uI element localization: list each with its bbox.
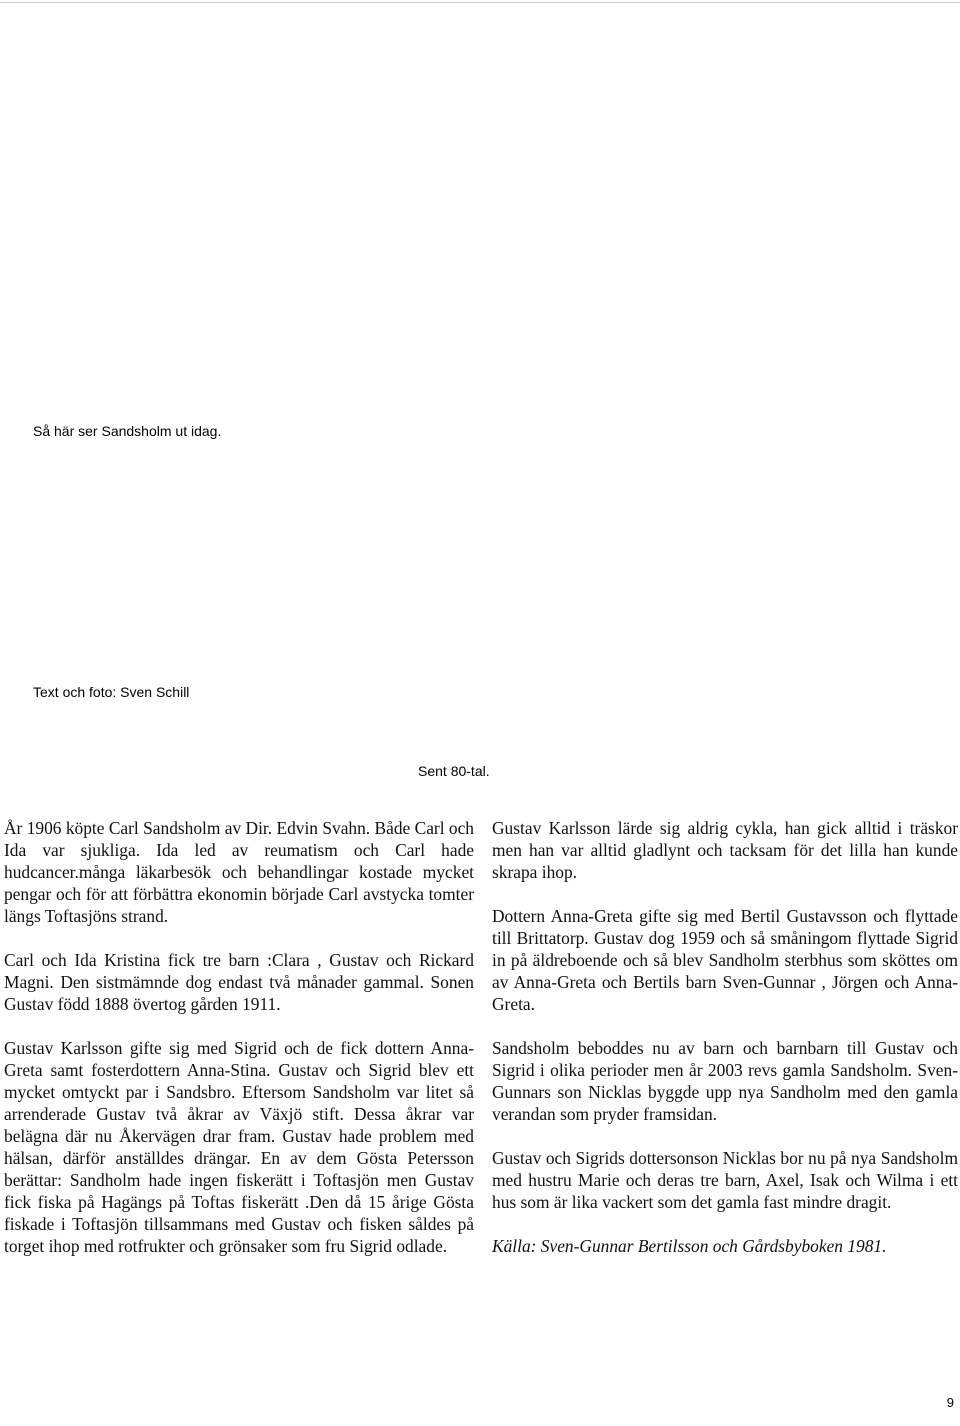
date-note: Sent 80-tal.: [418, 763, 490, 779]
left-text-column: [4, 817, 474, 1279]
source-citation: Källa: Sven-Gunnar Bertilsson och Gårdsbyboken 1981.: [492, 1236, 887, 1256]
paragraph: Gustav Karlsson gifte sig med Sigrid och de fick dottern Anna-Greta samt fosterdottern Anna-Stina. Gustav och Sigrid blev ett mycket omtyckt par i Sandsbro. Eftersom Sandsholm var litet så arrenderade Gustav två åkrar av Växjö stift. Dessa åkrar var belägna där nu Åkervägen drar fram. Gustav hade problem med hälsan, därför anställdes drängar. En av dem Gösta Petersson berättar: Sandholm hade ingen fiskerätt i Toftasjön men Gustav fick fiska på Hagängs på Toftas fiskerätt .Den då 15 årige Gösta fiskade i Toftasjön tillsammans med Gustav och fisken såldes på torget ihop med rotfrukter och grönsaker som fru Sigrid odlade.: [4, 1038, 474, 1256]
right-text-column: [492, 817, 958, 1279]
photo-credit: Text och foto: Sven Schill: [33, 684, 190, 700]
paragraph: Gustav Karlsson lärde sig aldrig cykla, han gick alltid i träskor men han var alltid gladlynt och tacksam för det lilla han kunde skrapa ihop.: [492, 818, 958, 882]
photo-caption: Så här ser Sandsholm ut idag.: [33, 423, 222, 439]
top-divider: [0, 2, 960, 3]
paragraph: Gustav och Sigrids dottersonson Nicklas bor nu på nya Sandsholm med hustru Marie och deras tre barn, Axel, Isak och Wilma i ett hus som är lika vackert som det gamla fast mindre dragit.: [492, 1148, 958, 1212]
paragraph: År 1906 köpte Carl Sandsholm av Dir. Edvin Svahn. Både Carl och Ida var sjukliga. Ida led av reumatism och Carl hade hudcancer.många läkarbesök och behandlingar kostade mycket pengar och för att förbättra ekonomin började Carl avstycka tomter längs Toftasjöns strand.: [4, 818, 474, 926]
paragraph: Carl och Ida Kristina fick tre barn :Clara , Gustav och Rickard Magni. Den sistmämnde dog endast två månader gammal. Sonen Gustav född 1888 övertog gården 1911.: [4, 950, 474, 1014]
page-number: 9: [946, 1395, 954, 1410]
paragraph: Dottern Anna-Greta gifte sig med Bertil Gustavsson och flyttade till Brittatorp. Gustav dog 1959 och så småningom flyttade Sigrid in på äldreboende och så blev Sandholm sterbhus som sköttes om av Anna-Greta och Bertils barn Sven-Gunnar , Jörgen och Anna-Greta.: [492, 906, 958, 1014]
paragraph: Sandsholm beboddes nu av barn och barnbarn till Gustav och Sigrid i olika perioder men år 2003 revs gamla Sandsholm. Sven-Gunnars son Nicklas byggde upp nya Sandholm med den gamla verandan som pryder framsidan.: [492, 1038, 958, 1124]
